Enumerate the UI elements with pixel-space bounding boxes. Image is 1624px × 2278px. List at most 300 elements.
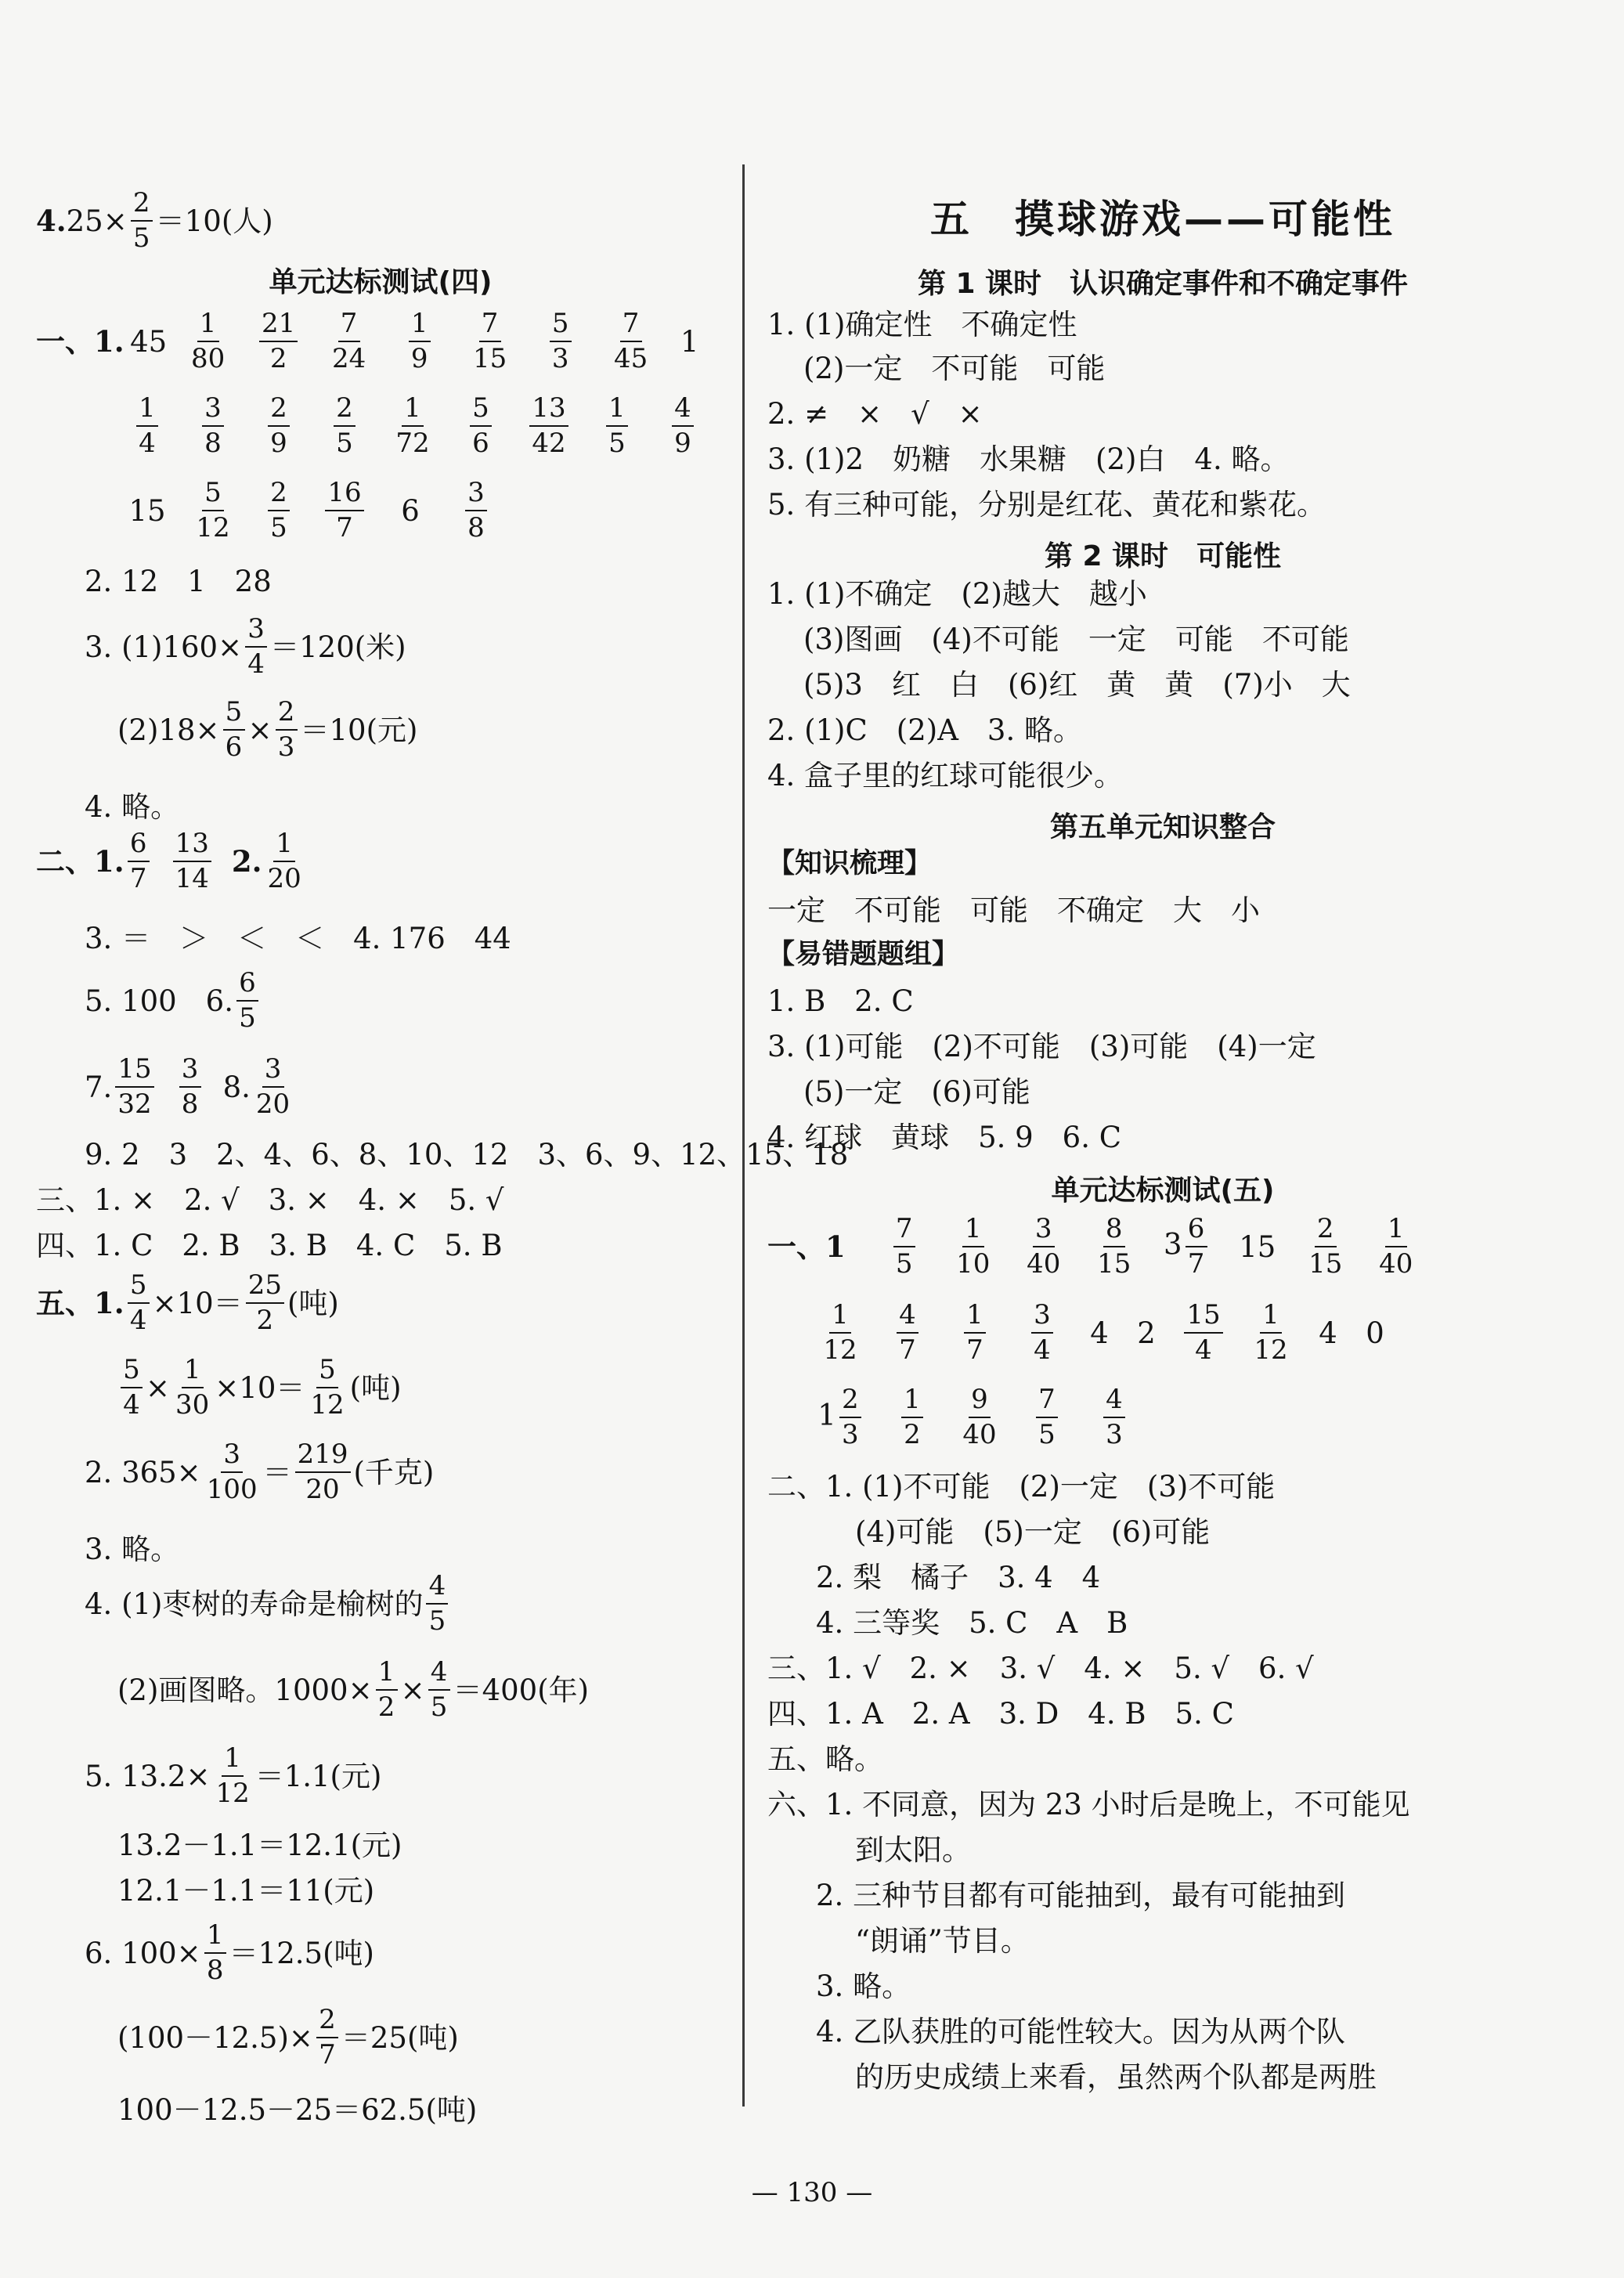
- answer-line: 四、1. A 2. A 3. D 4. B 5. C: [767, 1697, 1234, 1731]
- answer-line: [85, 1054, 295, 1120]
- expr: 5. 100 6.: [85, 984, 233, 1018]
- denominator: 12: [215, 1778, 250, 1810]
- numerator: 3: [221, 1439, 243, 1473]
- value: 1: [680, 324, 699, 359]
- numerator: 5: [316, 1355, 338, 1388]
- numerator: 2: [316, 2005, 338, 2038]
- expr: ×: [247, 713, 272, 747]
- denominator: 20: [305, 1474, 340, 1506]
- numerator: 1: [197, 309, 219, 342]
- fraction: [428, 1657, 450, 1723]
- answer-line: [85, 1920, 374, 1986]
- denominator: 24: [332, 343, 366, 375]
- numerator: 4: [426, 1571, 448, 1605]
- answer-line: [36, 1270, 339, 1336]
- fraction: [265, 829, 304, 894]
- denominator: 8: [181, 1088, 199, 1121]
- answer-line: 三、1. √ 2. × 3. √ 4. × 5. √ 6. √: [767, 1652, 1314, 1685]
- item-number: 一、1: [767, 1229, 846, 1264]
- fraction: [128, 1270, 150, 1336]
- answer-line: 2. 12 1 28: [85, 565, 272, 598]
- answer-line: 五、略。: [767, 1742, 883, 1776]
- denominator: 2: [256, 1305, 274, 1337]
- answer-line: (4)可能 (5)一定 (6)可能: [855, 1515, 1211, 1549]
- fraction: [213, 1743, 251, 1809]
- denominator: 3: [277, 731, 295, 764]
- fraction: [268, 478, 290, 543]
- expr: (千克): [353, 1455, 435, 1489]
- expr: (吨): [349, 1370, 402, 1405]
- denominator: 45: [614, 343, 648, 375]
- expr: (2)18×: [117, 713, 220, 747]
- answer-line: 13.2－1.1＝12.1(元): [117, 1829, 402, 1862]
- fraction-row: [767, 1214, 1431, 1280]
- section-heading: 单元达标测试(五): [1051, 1175, 1275, 1207]
- numerator: 3: [245, 614, 267, 648]
- expr: 2. 365×: [85, 1455, 201, 1489]
- fraction: [409, 309, 431, 374]
- denominator: 9: [270, 428, 287, 460]
- numerator: 3: [262, 1054, 284, 1088]
- numerator: 2: [839, 1384, 861, 1418]
- item-number: 4.: [36, 203, 67, 238]
- fraction: [393, 393, 431, 459]
- denominator: 40: [1379, 1248, 1413, 1280]
- denominator: 9: [674, 428, 691, 460]
- denominator: 5: [336, 428, 353, 460]
- fraction: [236, 968, 258, 1034]
- expr: (吨): [287, 1286, 339, 1320]
- fraction: [204, 1920, 226, 1986]
- answer-line: (5)3 红 白 (6)红 黄 黄 (7)小 大: [803, 668, 1351, 702]
- fraction-row: [807, 1300, 1398, 1366]
- fraction: [376, 1657, 398, 1723]
- denominator: 4: [129, 1305, 147, 1337]
- numerator: 1: [962, 1214, 984, 1247]
- answer-line: [36, 188, 273, 254]
- numerator: 2: [131, 188, 153, 222]
- expr: ×10＝: [152, 1286, 243, 1320]
- numerator: 3: [202, 393, 224, 427]
- numerator: 5: [470, 393, 492, 427]
- numerator: 21: [259, 309, 298, 342]
- denominator: 10: [956, 1248, 991, 1280]
- answer-line: 一定 不可能 可能 不确定 大 小: [767, 894, 1260, 927]
- denominator: 3: [551, 343, 569, 375]
- denominator: 4: [247, 648, 265, 681]
- answer-line: 3. 略。: [816, 1969, 911, 2003]
- numerator: 7: [479, 309, 501, 342]
- denominator: 15: [473, 343, 507, 375]
- answer-line: 5. 有三种可能，分别是红花、黄花和紫花。: [767, 488, 1326, 522]
- denominator: 40: [1027, 1248, 1061, 1280]
- denominator: 7: [899, 1334, 916, 1366]
- answer-line: 1. B 2. C: [767, 984, 914, 1018]
- fraction: [121, 1355, 143, 1421]
- fraction: [325, 478, 363, 543]
- denominator: 12: [196, 512, 230, 544]
- fraction-row: [114, 393, 716, 459]
- denominator: 20: [255, 1088, 291, 1121]
- numerator: 2: [268, 393, 290, 427]
- fraction: [295, 1439, 351, 1505]
- answer-line: 六、1. 不同意，因为 23 小时后是晚上，不可能见: [767, 1788, 1410, 1821]
- numerator: 1: [402, 393, 424, 427]
- answer-line: 4. 乙队获胜的可能性较大。因为从两个队: [816, 2015, 1346, 2049]
- denominator: 5: [239, 1002, 256, 1034]
- expr: ＝10(元): [300, 713, 418, 747]
- numerator: 4: [897, 1300, 918, 1334]
- numerator: 2: [268, 478, 290, 511]
- fraction: [189, 309, 227, 374]
- fraction: [1095, 1214, 1133, 1280]
- denominator: 9: [410, 343, 428, 375]
- value: 4: [1319, 1316, 1337, 1350]
- denominator: 72: [395, 428, 430, 460]
- expr: 8.: [222, 1070, 251, 1104]
- denominator: 3: [1106, 1419, 1123, 1451]
- answer-line: 3. 略。: [85, 1533, 180, 1566]
- answer-line: [36, 829, 307, 894]
- denominator: 5: [608, 428, 626, 460]
- denominator: 7: [319, 2039, 336, 2071]
- expr: (100－12.5)×: [117, 2020, 313, 2055]
- fraction: [193, 478, 232, 543]
- numerator: 5: [128, 1270, 150, 1304]
- fraction-row: [803, 1384, 1148, 1450]
- expr: 5. 13.2×: [85, 1759, 211, 1793]
- numerator: 1: [273, 829, 295, 862]
- numerator: 4: [1103, 1384, 1125, 1418]
- whole-part: 3: [1163, 1227, 1182, 1262]
- numerator: 1: [1260, 1300, 1282, 1334]
- fraction: [1306, 1214, 1344, 1280]
- numerator: 8: [1103, 1214, 1125, 1247]
- denominator: 14: [175, 863, 209, 895]
- denominator: 8: [467, 512, 485, 544]
- answer-line: “朗诵”节目。: [855, 1924, 1030, 1958]
- chapter-title: 五 摸球游戏——可能性: [930, 197, 1395, 242]
- answer-line: 三、1. × 2. √ 3. × 4. × 5. √: [36, 1183, 504, 1217]
- fraction: [1184, 1300, 1222, 1366]
- fraction: [334, 393, 355, 459]
- denominator: 5: [1038, 1419, 1056, 1451]
- numerator: 4: [428, 1657, 450, 1691]
- expr: ×: [400, 1673, 425, 1707]
- item-number: 五、1.: [36, 1285, 125, 1320]
- denominator: 5: [428, 1605, 446, 1637]
- fraction: [136, 393, 158, 459]
- numerator: 4: [672, 393, 694, 427]
- answer-line: (5)一定 (6)可能: [803, 1075, 1030, 1109]
- expr: ＝12.5(吨): [229, 1936, 374, 1970]
- denominator: 5: [132, 222, 150, 255]
- expr: 6. 100×: [85, 1936, 201, 1970]
- fraction: [1186, 1214, 1207, 1280]
- answer-line: 3. ＝ ＞ ＜ ＜ 4. 176 44: [85, 922, 511, 955]
- fraction: [115, 1054, 153, 1120]
- answer-line: [117, 1355, 402, 1421]
- numerator: 13: [173, 829, 211, 862]
- expr: ＝: [262, 1455, 292, 1489]
- denominator: 40: [962, 1419, 997, 1451]
- fraction: [954, 1214, 992, 1280]
- denominator: 2: [269, 343, 287, 375]
- item-number: 一、1.: [36, 323, 125, 359]
- answer-line: 4. 红球 黄球 5. 9 6. C: [767, 1121, 1122, 1154]
- fraction: [268, 393, 290, 459]
- fraction: [276, 697, 298, 763]
- lesson-heading: 第 2 课时 可能性: [1044, 540, 1282, 572]
- answer-line: 12.1－1.1＝11(元): [117, 1874, 375, 1908]
- fraction: [1036, 1384, 1058, 1450]
- numerator: 6: [1186, 1214, 1207, 1247]
- denominator: 80: [191, 343, 226, 375]
- answer-line: [85, 614, 406, 680]
- denominator: 2: [904, 1419, 921, 1451]
- answer-line: 2. 梨 橘子 3. 4 4: [816, 1561, 1101, 1594]
- numerator: 1: [829, 1300, 851, 1334]
- denominator: 12: [310, 1389, 345, 1421]
- denominator: 32: [117, 1088, 152, 1121]
- value: 2: [1137, 1316, 1156, 1350]
- value: 15: [128, 493, 166, 528]
- numerator: 7: [893, 1214, 915, 1247]
- denominator: 7: [336, 512, 353, 544]
- answer-line: (2)一定 不可能 可能: [803, 352, 1106, 385]
- numerator: 16: [325, 478, 363, 511]
- denominator: 5: [430, 1691, 448, 1724]
- fraction: [316, 2005, 338, 2070]
- expr: ＝120(米): [270, 630, 406, 664]
- numerator: 2: [334, 393, 355, 427]
- expr: ×10＝: [215, 1370, 305, 1405]
- fraction-row: [114, 478, 509, 543]
- answer-line: 到太阳。: [855, 1833, 971, 1867]
- expr: ＝1.1(元): [254, 1759, 382, 1793]
- answer-line: 四、1. C 2. B 3. B 4. C 5. B: [36, 1229, 503, 1262]
- denominator: 6: [225, 731, 243, 764]
- fraction: [550, 309, 572, 374]
- fraction: [1024, 1214, 1063, 1280]
- denominator: 100: [206, 1474, 258, 1506]
- denominator: 8: [204, 428, 222, 460]
- answer-line: 100－12.5－25＝62.5(吨): [117, 2093, 478, 2127]
- numerator: 1: [901, 1384, 923, 1418]
- answer-line: 二、1. (1)不可能 (2)一定 (3)不可能: [767, 1470, 1276, 1504]
- denominator: 2: [377, 1691, 395, 1724]
- denominator: 5: [270, 512, 287, 544]
- numerator: 15: [115, 1054, 153, 1088]
- expr: 4. (1)枣树的寿命是榆树的: [85, 1587, 424, 1621]
- expr: 25×: [66, 204, 128, 238]
- answer-line: 1. (1)不确定 (2)越大 越小: [767, 577, 1147, 611]
- numerator: 13: [529, 393, 568, 427]
- numerator: 15: [1184, 1300, 1222, 1334]
- answer-line: 4. 三等奖 5. C A B: [816, 1606, 1128, 1640]
- numerator: 3: [1033, 1214, 1055, 1247]
- answer-line: (3)图画 (4)不可能 一定 可能 不可能: [803, 623, 1349, 656]
- numerator: 6: [236, 968, 258, 1002]
- denominator: 3: [841, 1419, 859, 1451]
- page-number: — 130 —: [751, 2177, 873, 2208]
- numerator: 1: [409, 309, 431, 342]
- fraction-row: [36, 309, 713, 374]
- fraction: [893, 1214, 915, 1280]
- denominator: 20: [267, 863, 301, 895]
- numerator: 5: [121, 1355, 143, 1388]
- subsection-heading: 【易错题题组】: [767, 939, 960, 970]
- answer-line: 1. (1)确定性 不确定性: [767, 308, 1077, 341]
- expr: ＝25(吨): [341, 2020, 459, 2055]
- lesson-heading: 第 1 课时 认识确定事件和不确定事件: [917, 268, 1409, 300]
- fraction: [131, 188, 153, 254]
- numerator: 219: [295, 1439, 351, 1473]
- fraction: [529, 393, 568, 459]
- answer-line: 的历史成绩上来看，虽然两个队都是两胜: [855, 2060, 1377, 2094]
- fraction: [202, 393, 224, 459]
- value: 4: [1090, 1316, 1109, 1350]
- subsection-heading: 【知识梳理】: [767, 848, 933, 879]
- numerator: 1: [376, 1657, 398, 1691]
- expr: (2)画图略。1000×: [117, 1673, 373, 1707]
- numerator: 1: [136, 393, 158, 427]
- denominator: 42: [532, 428, 566, 460]
- fraction: [179, 1054, 201, 1120]
- numerator: 1: [1385, 1214, 1407, 1247]
- fraction: [223, 697, 245, 763]
- numerator: 9: [969, 1384, 991, 1418]
- answer-line: [85, 968, 262, 1034]
- section-heading: 单元达标测试(四): [269, 266, 493, 298]
- denominator: 15: [1097, 1248, 1131, 1280]
- fraction: [330, 309, 368, 374]
- fraction: [901, 1384, 923, 1450]
- numerator: 1: [204, 1920, 226, 1954]
- fraction: [964, 1300, 986, 1366]
- denominator: 6: [472, 428, 489, 460]
- fraction: [821, 1300, 859, 1366]
- numerator: 3: [1031, 1300, 1053, 1334]
- fraction: [245, 614, 267, 680]
- denominator: 5: [895, 1248, 913, 1280]
- value: 0: [1366, 1316, 1384, 1350]
- section-heading: 第五单元知识整合: [1049, 811, 1276, 843]
- numerator: 7: [338, 309, 360, 342]
- fraction: [471, 309, 509, 374]
- fraction: [672, 393, 694, 459]
- expr: 7.: [85, 1070, 113, 1104]
- denominator: 7: [129, 863, 147, 895]
- numerator: 1: [964, 1300, 986, 1334]
- numerator: 2: [1315, 1214, 1337, 1247]
- fraction: [254, 1054, 292, 1120]
- fraction: [1251, 1300, 1290, 1366]
- answer-line: 3. (1)2 奶糖 水果糖 (2)白 4. 略。: [767, 442, 1290, 476]
- answer-line: [85, 1439, 434, 1505]
- numerator: 25: [246, 1270, 284, 1304]
- fraction: [465, 478, 487, 543]
- answer-line: 9. 2 3 2、4、6、8、10、12 3、6、9、12、15、18: [85, 1138, 849, 1171]
- denominator: 4: [123, 1389, 140, 1421]
- fraction: [606, 393, 628, 459]
- numerator: 1: [222, 1743, 244, 1777]
- answer-line: 2. ≠ × √ ×: [767, 397, 983, 431]
- denominator: 15: [1308, 1248, 1343, 1280]
- answer-line: 3. (1)可能 (2)不可能 (3)可能 (4)一定: [767, 1030, 1316, 1063]
- fraction: [246, 1270, 284, 1336]
- fraction: [1377, 1214, 1415, 1280]
- expr: ×: [146, 1370, 171, 1405]
- answer-line: [85, 1571, 451, 1637]
- numerator: 2: [276, 697, 298, 731]
- value: 6: [401, 493, 420, 528]
- item-number: 2.: [231, 843, 262, 879]
- numerator: 5: [223, 697, 245, 731]
- denominator: 12: [1254, 1334, 1288, 1366]
- answer-line: [117, 2005, 459, 2070]
- fraction: [259, 309, 298, 374]
- fraction: [1031, 1300, 1053, 1366]
- answer-line: [117, 697, 417, 763]
- fraction: [173, 829, 211, 894]
- fraction: [1103, 1384, 1125, 1450]
- numerator: 5: [202, 478, 224, 511]
- fraction: [173, 1355, 211, 1421]
- answer-line: 4. 略。: [85, 790, 180, 824]
- denominator: 4: [139, 428, 156, 460]
- fraction: [128, 829, 150, 894]
- fraction: [612, 309, 650, 374]
- answer-line: 2. (1)C (2)A 3. 略。: [767, 713, 1082, 747]
- fraction: [426, 1571, 448, 1637]
- expr: ＝10(人): [155, 204, 273, 238]
- numerator: 7: [1036, 1384, 1058, 1418]
- numerator: 3: [179, 1054, 201, 1088]
- denominator: 12: [823, 1334, 857, 1366]
- expr: ＝400(年): [453, 1673, 590, 1707]
- fraction: [308, 1355, 346, 1421]
- answer-line: [85, 1743, 381, 1809]
- numerator: 7: [620, 309, 642, 342]
- column-divider: [742, 164, 745, 2107]
- numerator: 1: [606, 393, 628, 427]
- value: 15: [1239, 1229, 1276, 1264]
- whole-part: 1: [817, 1398, 836, 1432]
- answer-line: 2. 三种节目都有可能抽到，最有可能抽到: [816, 1879, 1346, 1912]
- numerator: 1: [182, 1355, 204, 1388]
- denominator: 30: [175, 1389, 210, 1421]
- fraction: [470, 393, 492, 459]
- denominator: 8: [206, 1955, 224, 1987]
- numerator: 5: [550, 309, 572, 342]
- fraction: [204, 1439, 260, 1505]
- denominator: 7: [966, 1334, 983, 1366]
- fraction: [897, 1300, 918, 1366]
- expr: 3. (1)160×: [85, 630, 243, 664]
- fraction: [960, 1384, 998, 1450]
- fraction: [839, 1384, 861, 1450]
- answer-line: [117, 1657, 589, 1723]
- denominator: 4: [1034, 1334, 1051, 1366]
- denominator: 4: [1195, 1334, 1212, 1366]
- item-number: 二、1.: [36, 843, 125, 879]
- denominator: 7: [1187, 1248, 1205, 1280]
- numerator: 6: [128, 829, 150, 862]
- numerator: 3: [465, 478, 487, 511]
- value: 45: [130, 324, 168, 359]
- answer-line: 4. 盒子里的红球可能很少。: [767, 759, 1124, 792]
